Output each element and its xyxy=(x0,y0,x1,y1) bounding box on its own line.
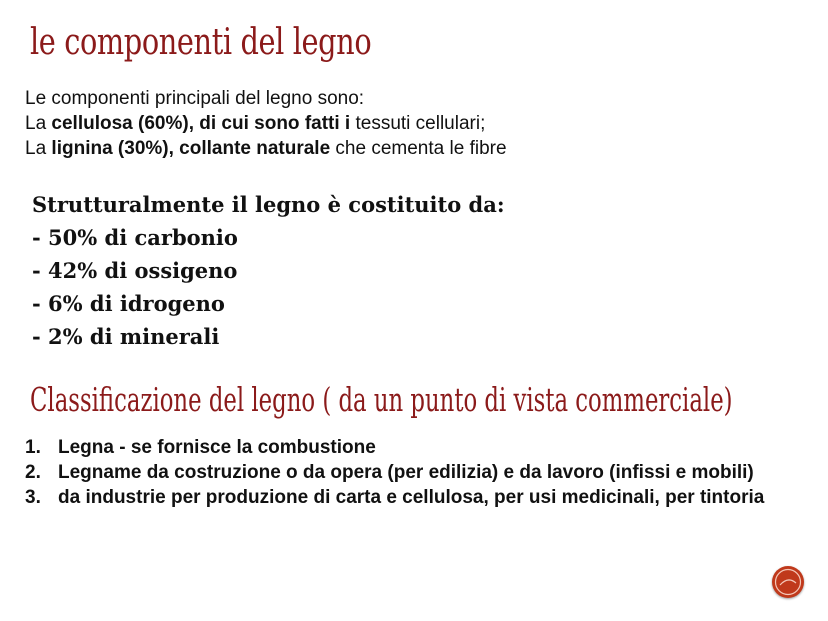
list-item xyxy=(25,435,805,460)
intro-line-2-suffix: tessuti cellulari; xyxy=(350,113,486,134)
list-number: 3. xyxy=(25,487,41,508)
structure-item-carbon: - 50% di carbonio xyxy=(32,225,238,250)
list-number: 2. xyxy=(25,462,41,483)
list-item xyxy=(25,485,805,510)
intro-line-1: Le componenti principali del legno sono: xyxy=(25,88,365,109)
structure-item-hydrogen: - 6% di idrogeno xyxy=(32,291,225,316)
intro-text xyxy=(25,86,507,161)
intro-line-3-prefix: La xyxy=(25,138,52,159)
intro-line-3-bold: lignina (30%), collante naturale xyxy=(51,138,331,159)
list-item-text: Legname da costruzione o da opera (per edilizia) e da lavoro (infissi e mobili) xyxy=(58,462,754,483)
circle-arrow-icon xyxy=(772,566,804,598)
structure-item-minerals: - 2% di minerali xyxy=(32,324,220,349)
next-slide-button[interactable] xyxy=(772,566,804,598)
intro-line-2-bold: cellulosa (60%), di cui sono fatti i xyxy=(51,113,351,134)
list-number: 1. xyxy=(25,437,41,458)
intro-line-2-prefix: La xyxy=(25,113,52,134)
intro-line-3-suffix: che cementa le fibre xyxy=(330,138,507,159)
slide-title: le componenti del legno xyxy=(30,22,372,63)
structure-block xyxy=(32,188,505,353)
classification-list xyxy=(25,435,805,510)
structure-item-oxygen: - 42% di ossigeno xyxy=(32,258,238,283)
intro-line-3 xyxy=(25,136,507,161)
classification-title: Classificazione del legno ( da un punto di vista commerciale) xyxy=(30,380,733,419)
list-item-text: da industrie per produzione di carta e cellulosa, per usi medicinali, per tintoria xyxy=(58,487,765,508)
intro-line-2 xyxy=(25,111,507,136)
list-item xyxy=(25,460,805,485)
list-item-text: Legna - se fornisce la combustione xyxy=(58,437,376,458)
structure-heading: Strutturalmente il legno è costituito da: xyxy=(32,192,505,217)
